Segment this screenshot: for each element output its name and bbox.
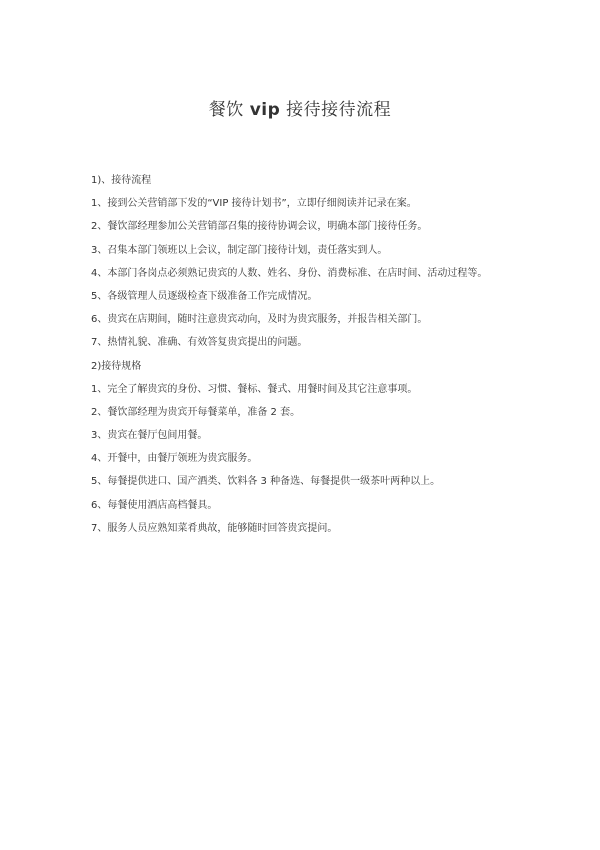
title-suffix: 接待接待流程 — [280, 100, 392, 120]
process-item-1: 1、接到公关营销部下发的“VIP 接待计划书”，立即仔细阅读并记录在案。 — [91, 198, 417, 210]
process-item-5: 5、各级管理人员逐级检查下级准备工作完成情况。 — [91, 290, 318, 302]
section-heading-process: 1)、接待流程 — [91, 175, 152, 186]
standard-item-6: 6、每餐使用酒店高档餐具。 — [91, 499, 218, 511]
standard-item-7: 7、服务人员应熟知菜肴典故，能够随时回答贵宾提问。 — [91, 522, 338, 534]
process-item-3: 3、召集本部门领班以上会议，制定部门接待计划，责任落实到人。 — [91, 244, 388, 256]
document-body — [91, 169, 561, 540]
section-heading-standard: 2)接待规格 — [91, 360, 142, 372]
process-item-6: 6、贵宾在店期间，随时注意贵宾动向，及时为贵宾服务，并报告相关部门。 — [91, 314, 428, 326]
title-vip: vip — [249, 100, 281, 120]
standard-item-4: 4、开餐中，由餐厅领班为贵宾服务。 — [91, 453, 258, 465]
title-prefix: 餐饮 — [208, 100, 250, 120]
standard-item-1: 1、完全了解贵宾的身份、习惯、餐标、餐式、用餐时间及其它注意事项。 — [91, 383, 418, 395]
process-item-2: 2、餐饮部经理参加公关营销部召集的接待协调会议，明确本部门接待任务。 — [91, 221, 428, 233]
standard-item-2: 2、餐饮部经理为贵宾开每餐菜单，准备 2 套。 — [91, 406, 301, 418]
standard-item-5: 5、每餐提供进口、国产酒类、饮料各 3 种备选、每餐提供一级茶叶两种以上。 — [91, 476, 441, 488]
standard-item-3: 3、贵宾在餐厅包间用餐。 — [91, 430, 208, 442]
process-item-4: 4、本部门各岗点必须熟记贵宾的人数、姓名、身份、消费标准、在店时间、活动过程等。 — [91, 267, 488, 279]
process-item-7: 7、热情礼貌、准确、有效答复贵宾提出的问题。 — [91, 337, 308, 349]
document-title — [0, 95, 600, 120]
